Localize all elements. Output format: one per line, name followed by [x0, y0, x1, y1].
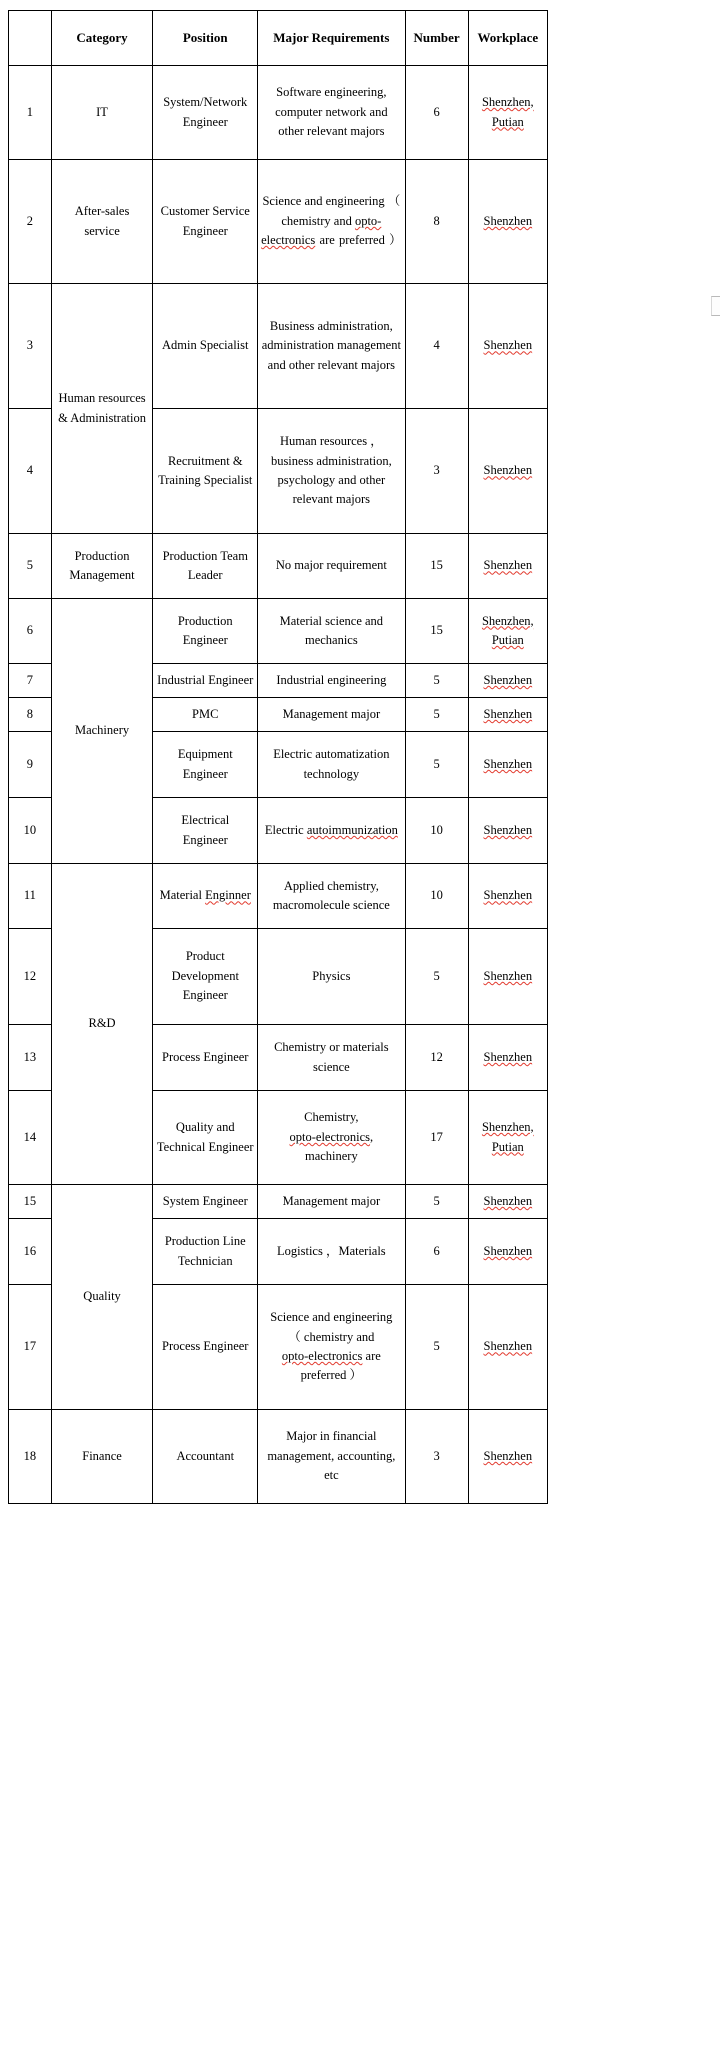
row-requirements: Logistics ，Materials: [258, 1219, 405, 1285]
row-number: 3: [405, 409, 468, 534]
row-requirements: Applied chemistry, macromolecule science: [258, 864, 405, 929]
row-number: 8: [405, 160, 468, 284]
row-category: IT: [51, 66, 153, 160]
row-number: 5: [405, 929, 468, 1025]
row-position: Customer Service Engineer: [153, 160, 258, 284]
row-requirements: Electric autoimmunization: [258, 798, 405, 864]
row-category: Quality: [51, 1185, 153, 1410]
row-number: 10: [405, 864, 468, 929]
row-requirements: Science and engineering （ chemistry and opto-electronics are preferred ）: [258, 1285, 405, 1410]
row-workplace: Shenzhen: [468, 1185, 547, 1219]
row-number: 17: [405, 1091, 468, 1185]
row-number: 6: [405, 66, 468, 160]
row-no: 16: [9, 1219, 52, 1285]
row-workplace: Shenzhen: [468, 409, 547, 534]
header-category: Category: [51, 11, 153, 66]
header-workplace: Workplace: [468, 11, 547, 66]
row-requirements: Human resources ，business administration, psychology and other relevant majors: [258, 409, 405, 534]
row-number: 15: [405, 534, 468, 599]
row-no: 12: [9, 929, 52, 1025]
row-requirements: Industrial engineering: [258, 664, 405, 698]
row-no: 14: [9, 1091, 52, 1185]
row-workplace: Shenzhen: [468, 284, 547, 409]
row-no: 15: [9, 1185, 52, 1219]
row-workplace: Shenzhen: [468, 732, 547, 798]
row-requirements: Chemistry or materials science: [258, 1025, 405, 1091]
row-category: R&D: [51, 864, 153, 1185]
row-workplace: Shenzhen: [468, 664, 547, 698]
row-number: 12: [405, 1025, 468, 1091]
row-number: 4: [405, 284, 468, 409]
row-number: 5: [405, 1285, 468, 1410]
table-header-row: [9, 11, 548, 66]
row-category: Machinery: [51, 599, 153, 864]
row-position: PMC: [153, 698, 258, 732]
row-position: Equipment Engineer: [153, 732, 258, 798]
row-requirements: Business administration, administration management and other relevant majors: [258, 284, 405, 409]
row-workplace: Shenzhen, Putian: [468, 66, 547, 160]
table-row: [9, 66, 548, 160]
row-workplace: Shenzhen, Putian: [468, 599, 547, 664]
header-number: Number: [405, 11, 468, 66]
row-workplace: Shenzhen: [468, 1025, 547, 1091]
row-no: 3: [9, 284, 52, 409]
row-no: 9: [9, 732, 52, 798]
row-requirements: Chemistry, opto-electronics, machinery: [258, 1091, 405, 1185]
row-no: 18: [9, 1410, 52, 1504]
row-workplace: Shenzhen: [468, 698, 547, 732]
row-requirements: Software engineering, computer network and other relevant majors: [258, 66, 405, 160]
row-category: Finance: [51, 1410, 153, 1504]
row-number: 5: [405, 664, 468, 698]
table-row: [9, 1410, 548, 1504]
row-workplace: Shenzhen, Putian: [468, 1091, 547, 1185]
row-workplace: Shenzhen: [468, 1410, 547, 1504]
row-number: 15: [405, 599, 468, 664]
row-no: 10: [9, 798, 52, 864]
row-no: 6: [9, 599, 52, 664]
table-row: [9, 864, 548, 929]
header-major-requirements: Major Requirements: [258, 11, 405, 66]
table-row: [9, 160, 548, 284]
row-workplace: Shenzhen: [468, 160, 547, 284]
row-no: 8: [9, 698, 52, 732]
row-workplace: Shenzhen: [468, 864, 547, 929]
row-no: 7: [9, 664, 52, 698]
row-position: Process Engineer: [153, 1025, 258, 1091]
row-requirements: Management major: [258, 698, 405, 732]
row-number: 5: [405, 698, 468, 732]
row-requirements: No major requirement: [258, 534, 405, 599]
row-workplace: Shenzhen: [468, 534, 547, 599]
row-category: Production Management: [51, 534, 153, 599]
row-requirements: Major in financial management, accounting, etc: [258, 1410, 405, 1504]
row-position: Production Engineer: [153, 599, 258, 664]
row-position: System Engineer: [153, 1185, 258, 1219]
row-no: 13: [9, 1025, 52, 1091]
recruitment-table: [8, 10, 548, 1504]
row-position: Production Team Leader: [153, 534, 258, 599]
recruitment-table-container: [8, 10, 548, 1504]
row-requirements: Electric automatization technology: [258, 732, 405, 798]
row-workplace: Shenzhen: [468, 1285, 547, 1410]
row-position: Material Enginner: [153, 864, 258, 929]
table-row: [9, 284, 548, 409]
row-position: System/Network Engineer: [153, 66, 258, 160]
row-category: After-sales service: [51, 160, 153, 284]
table-row: [9, 1185, 548, 1219]
row-workplace: Shenzhen: [468, 929, 547, 1025]
row-requirements: Science and engineering （ chemistry and opto-electronics are preferred ）: [258, 160, 405, 284]
row-position: Admin Specialist: [153, 284, 258, 409]
row-number: 10: [405, 798, 468, 864]
row-position: Production Line Technician: [153, 1219, 258, 1285]
row-no: 17: [9, 1285, 52, 1410]
row-position: Accountant: [153, 1410, 258, 1504]
row-number: 5: [405, 1185, 468, 1219]
row-position: Industrial Engineer: [153, 664, 258, 698]
row-no: 1: [9, 66, 52, 160]
row-workplace: Shenzhen: [468, 798, 547, 864]
row-position: Process Engineer: [153, 1285, 258, 1410]
row-position: Recruitment & Training Specialist: [153, 409, 258, 534]
table-row: [9, 599, 548, 664]
row-category: Human resources & Administration: [51, 284, 153, 534]
row-position: Quality and Technical Engineer: [153, 1091, 258, 1185]
row-workplace: Shenzhen: [468, 1219, 547, 1285]
row-no: 11: [9, 864, 52, 929]
row-no: 5: [9, 534, 52, 599]
row-number: 6: [405, 1219, 468, 1285]
row-requirements: Management major: [258, 1185, 405, 1219]
row-position: Electrical Engineer: [153, 798, 258, 864]
row-no: 4: [9, 409, 52, 534]
row-requirements: Material science and mechanics: [258, 599, 405, 664]
table-row: [9, 534, 548, 599]
row-position: Product Development Engineer: [153, 929, 258, 1025]
row-number: 5: [405, 732, 468, 798]
scan-edge-artifact: [711, 296, 720, 316]
row-requirements: Physics: [258, 929, 405, 1025]
header-position: Position: [153, 11, 258, 66]
row-number: 3: [405, 1410, 468, 1504]
header-no: [9, 11, 52, 66]
row-no: 2: [9, 160, 52, 284]
